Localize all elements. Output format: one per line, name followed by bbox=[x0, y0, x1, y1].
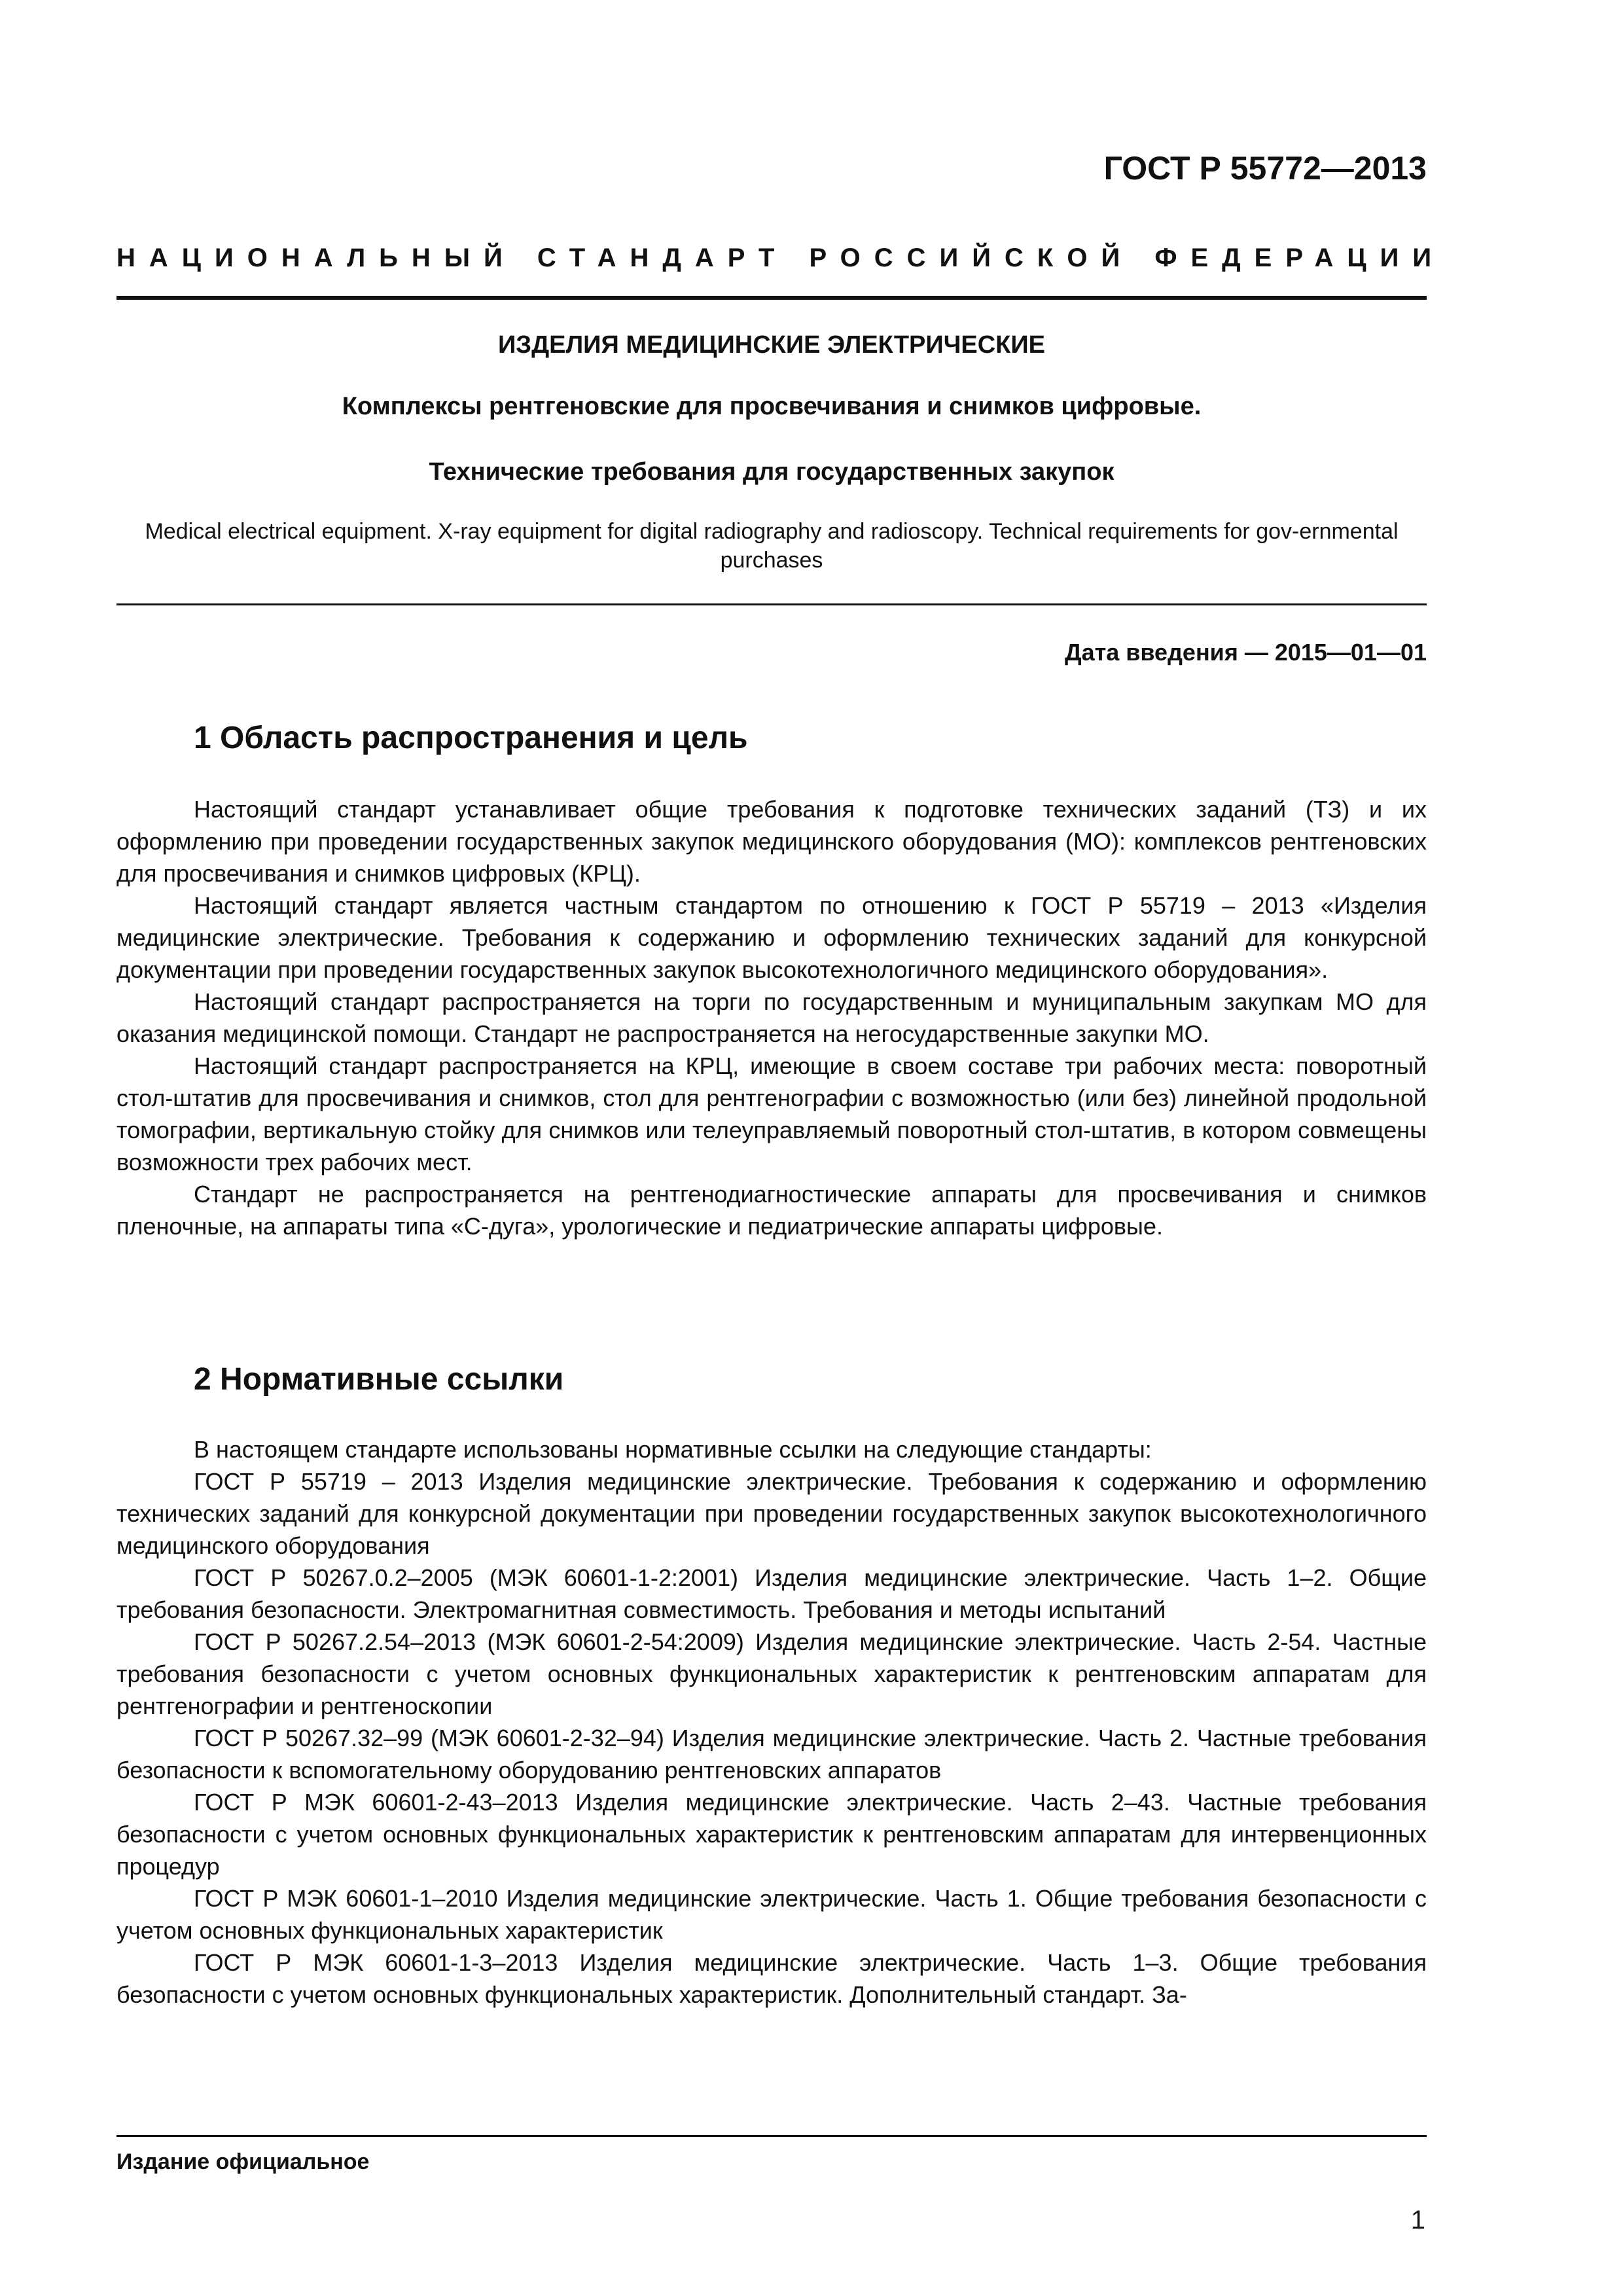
paragraph: Настоящий стандарт является частным стандартом по отношению к ГОСТ Р 55719 – 2013 «Изделия медицинские электрические. Требования к содержанию и оформлению технических заданий для конкурсной документации при проведении государственных закупок высокотехнологичного медицинского оборудования». bbox=[116, 892, 1427, 983]
reference-item: ГОСТ Р МЭК 60601-2-43–2013 Изделия медицинские электрические. Часть 2–43. Частные требования безопасности с учетом основных функциональных характеристик к рентгеновским аппаратам для интервенционных процедур bbox=[116, 1789, 1427, 1880]
reference-item: ГОСТ Р МЭК 60601-1–2010 Изделия медицинские электрические. Часть 1. Общие требования безопасности с учетом основных функциональных характеристик bbox=[116, 1885, 1427, 1944]
section-1-body bbox=[116, 793, 1427, 1242]
reference-item: ГОСТ Р 50267.0.2–2005 (МЭК 60601-1-2:2001) Изделия медицинские электрические. Часть 1–2. Общие требования безопасности. Электромагнитная совместимость. Требования и методы испытаний bbox=[116, 1564, 1427, 1623]
document-subtitle-1: Комплексы рентгеновские для просвечивания и снимков цифровые. bbox=[342, 393, 1202, 420]
footer-divider bbox=[116, 2135, 1427, 2137]
paragraph: Стандарт не распространяется на рентгенодиагностические аппараты для просвечивания и снимков пленочные, на аппараты типа «С-дуга», урологические и педиатрические аппараты цифровые. bbox=[116, 1181, 1427, 1240]
page-number: 1 bbox=[1410, 2206, 1425, 2234]
document-subtitle-2: Технические требования для государственных закупок bbox=[429, 458, 1115, 486]
section-2-body bbox=[116, 1433, 1427, 2011]
reference-item: ГОСТ Р 50267.2.54–2013 (МЭК 60601-2-54:2009) Изделия медицинские электрические. Часть 2-54. Частные требования безопасности с учетом основных функциональных характеристик к рентгеновским аппаратам для рентгенографии и рентгеноскопии bbox=[116, 1628, 1427, 1719]
reference-item: ГОСТ Р 50267.32–99 (МЭК 60601-2-32–94) Изделия медицинские электрические. Часть 2. Частные требования безопасности к вспомогательному оборудованию рентгеновских аппаратов bbox=[116, 1725, 1427, 1784]
paragraph: Настоящий стандарт распространяется на торги по государственным и муниципальным закупкам МО для оказания медицинской помощи. Стандарт не распространяется на негосударственные закупки МО. bbox=[116, 988, 1427, 1047]
national-standard-banner: НАЦИОНАЛЬНЫЙ СТАНДАРТ РОССИЙСКОЙ ФЕДЕРАЦИИ bbox=[116, 243, 1446, 272]
introduction-date: Дата введения — 2015—01—01 bbox=[1064, 639, 1427, 666]
reference-item: ГОСТ Р МЭК 60601-1-3–2013 Изделия медицинские электрические. Часть 1–3. Общие требования безопасности с учетом основных функциональных характеристик. Дополнительный стандарт. За- bbox=[116, 1949, 1427, 2008]
document-title: ИЗДЕЛИЯ МЕДИЦИНСКИЕ ЭЛЕКТРИЧЕСКИЕ bbox=[497, 331, 1046, 359]
header-divider bbox=[116, 296, 1427, 300]
paragraph: В настоящем стандарте использованы нормативные ссылки на следующие стандарты: bbox=[194, 1436, 1152, 1463]
title-divider bbox=[116, 603, 1427, 605]
document-code: ГОСТ Р 55772—2013 bbox=[1103, 150, 1427, 187]
english-title: Medical electrical equipment. X-ray equipment for digital radiography and radioscopy. Technical requirements for gov-ernmental purchases bbox=[145, 519, 1399, 573]
section-2-heading: 2 Нормативные ссылки bbox=[194, 1362, 564, 1397]
paragraph: Настоящий стандарт устанавливает общие требования к подготовке технических заданий (ТЗ) и их оформлению при проведении государственных закупок медицинского оборудования (МО): комплексов рентгеновских для просвечивания и снимков цифровых (КРЦ). bbox=[116, 796, 1427, 887]
section-1-heading: 1 Область распространения и цель bbox=[194, 721, 748, 755]
edition-note: Издание официальное bbox=[116, 2149, 370, 2174]
paragraph: Настоящий стандарт распространяется на КРЦ, имеющие в своем составе три рабочих места: поворотный стол-штатив для просвечивания и снимков, стол для рентгенографии с возможностью (или без) линейной продольной томографии, вертикальную стойку для снимков или телеуправляемый поворотный стол-штатив, в котором совмещены возможности трех рабочих мест. bbox=[116, 1052, 1427, 1175]
reference-item: ГОСТ Р 55719 – 2013 Изделия медицинские электрические. Требования к содержанию и оформлению технических заданий для конкурсной документации при проведении государственных закупок высокотехнологичного медицинского оборудования bbox=[116, 1468, 1427, 1559]
